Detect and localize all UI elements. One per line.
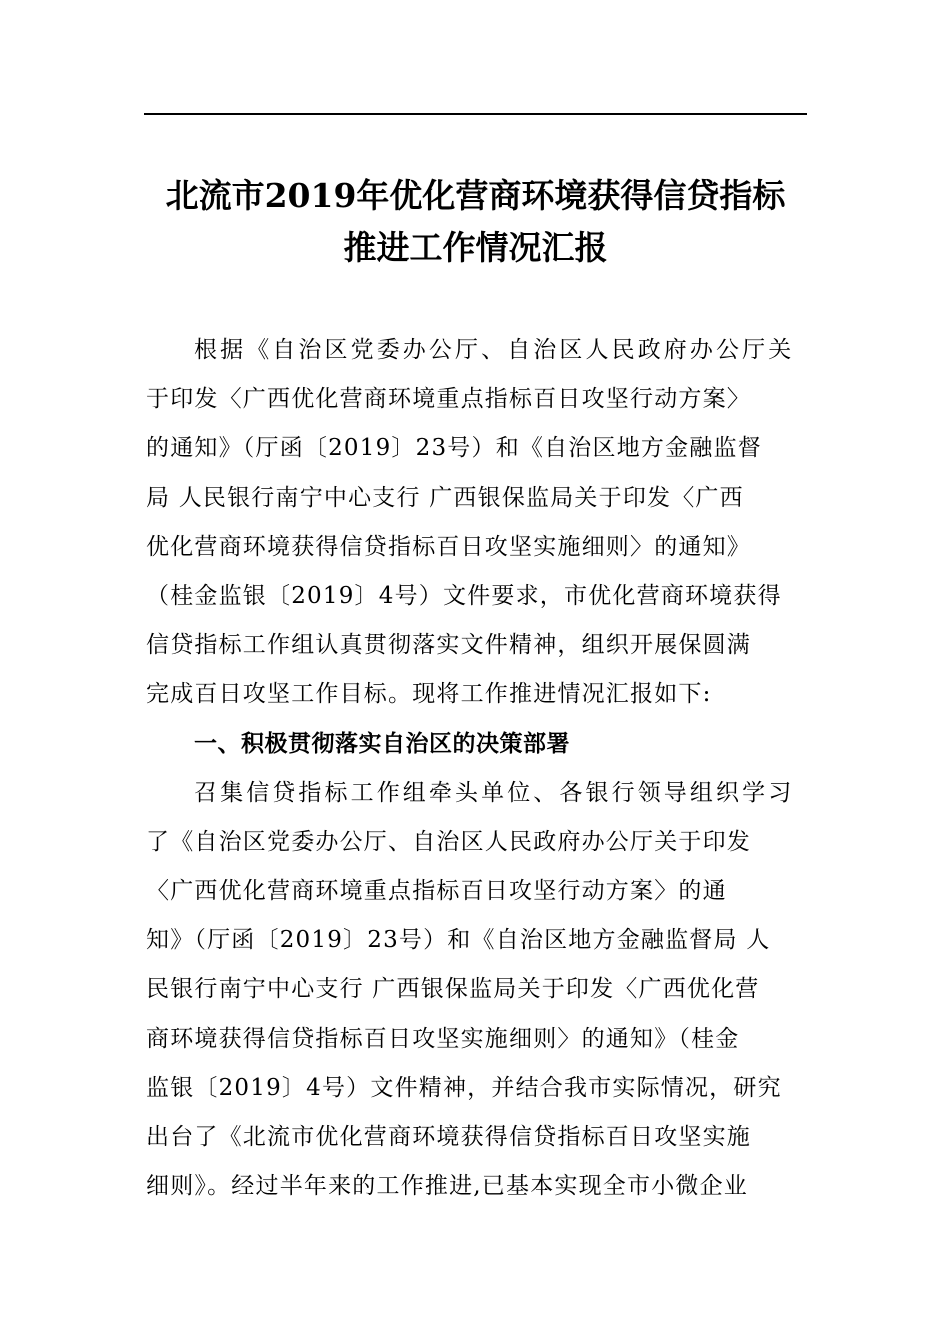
paragraph-2 xyxy=(146,769,806,1212)
section-heading: 一、积极贯彻落实自治区的决策部署 xyxy=(194,730,570,757)
text-line: 召集信贷指标工作组牵头单位、各银行领导组织学习 xyxy=(194,779,795,806)
document-title xyxy=(144,170,807,274)
text-line: 民银行南宁中心支行 广西银保监局关于印发〈广西优化营 xyxy=(146,976,760,1003)
text-line: 的通知》（厅函〔2019〕23号）和《自治区地方金融监督 xyxy=(146,435,762,462)
text-line: （桂金监银〔2019〕4号）文件要求，市优化营商环境获得 xyxy=(146,582,782,609)
title-line: 推进工作情况汇报 xyxy=(343,228,608,267)
text-line: 优化营商环境获得信贷指标百日攻坚实施细则〉的通知》 xyxy=(146,533,751,560)
paragraph-1 xyxy=(146,326,806,720)
text-line: 知》（厅函〔2019〕23号）和《自治区地方金融监督局 人 xyxy=(146,927,771,954)
title-line: 北流市2019年优化营商环境获得信贷指标 xyxy=(165,176,786,215)
text-line: 完成百日攻坚工作目标。现将工作推进情况汇报如下: xyxy=(146,681,712,708)
text-line: 出台了《北流市优化营商环境获得信贷指标百日攻坚实施 xyxy=(146,1124,751,1150)
text-line: 商环境获得信贷指标百日攻坚实施细则〉的通知》（桂金 xyxy=(146,1025,740,1052)
text-line: 了《自治区党委办公厅、自治区人民政府办公厅关于印发 xyxy=(146,828,751,855)
header-rule xyxy=(144,113,807,115)
text-line: 〈广西优化营商环境重点指标百日攻坚行动方案〉的通 xyxy=(146,878,727,905)
text-line: 局 人民银行南宁中心支行 广西银保监局关于印发〈广西 xyxy=(146,484,744,511)
text-line: 细则》。经过半年来的工作推进,已基本实现全市小微企业 xyxy=(146,1173,749,1200)
document-body xyxy=(146,326,806,1211)
text-line: 根据《自治区党委办公厅、自治区人民政府办公厅关 xyxy=(194,337,795,363)
text-line: 信贷指标工作组认真贯彻落实文件精神，组织开展保圆满 xyxy=(146,632,751,659)
text-line: 监银〔2019〕4号）文件精神，并结合我市实际情况，研究 xyxy=(146,1074,782,1101)
text-line: 于印发〈广西优化营商环境重点指标百日攻坚行动方案〉 xyxy=(146,386,751,413)
